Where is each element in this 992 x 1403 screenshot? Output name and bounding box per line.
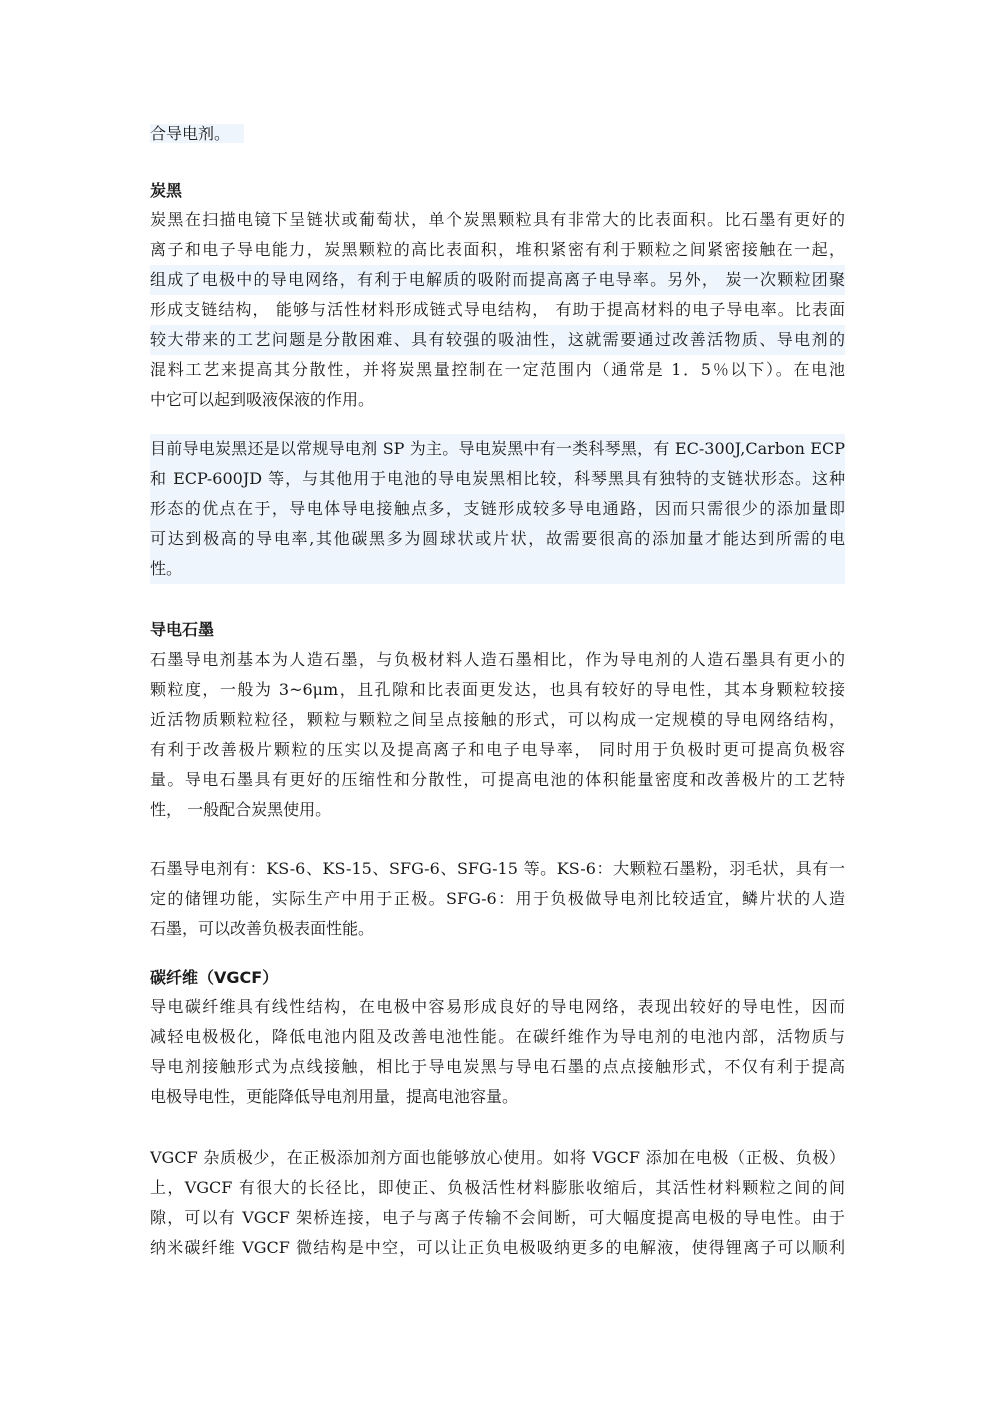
text-line: 减轻电极极化，降低电池内阻及改善电池性能。在碳纤维作为导电剂的电池内部，活物质与 [150,1027,845,1046]
vgcf-paragraph-1 [150,992,845,1112]
text-line: 形成支链结构， 能够与活性材料形成链式导电结构， 有助于提高材料的电子导电率。比表面 [150,300,845,319]
text-line: 导电碳纤维具有线性结构，在电极中容易形成良好的导电网络，表现出较好的导电性，因而 [150,997,845,1016]
text-line: 形态的优点在于，导电体导电接触点多，支链形成较多导电通路，因而只需很少的添加量即 [150,499,845,518]
text-line: 近活物质颗粒粒径，颗粒与颗粒之间呈点接触的形式，可以构成一定规模的导电网络结构， [150,710,845,729]
text-line: 导电剂接触形式为点线接触，相比于导电炭黑与导电石墨的点点接触形式，不仅有利于提高 [150,1057,845,1076]
intro-paragraph [150,119,845,149]
graphite-paragraph-2 [150,854,845,944]
text-line: 中它可以起到吸液保液的作用。 [150,390,375,409]
text-line: 石墨，可以改善负极表面性能。 [150,919,375,938]
text-line: 有利于改善极片颗粒的压实以及提高离子和电子电导率， 同时用于负极时更可提高负极容 [150,740,845,759]
text-line: 电极导电性，更能降低导电剂用量，提高电池容量。 [150,1087,519,1106]
text-line: 离子和电子导电能力，炭黑颗粒的高比表面积，堆积紧密有利于颗粒之间紧密接触在一起， [150,240,845,259]
text-line: 定的储锂功能，实际生产中用于正极。SFG-6：用于负极做导电剂比较适宜，鳞片状的人造 [150,889,845,908]
heading-graphite: 导电石墨 [150,620,215,639]
text-line: 炭黑在扫描电镜下呈链状或葡萄状，单个炭黑颗粒具有非常大的比表面积。比石墨有更好的 [150,210,845,229]
text-line: 纳米碳纤维 VGCF 微结构是中空，可以让正负电极吸纳更多的电解液，使得锂离子可以顺利 [150,1238,845,1257]
intro-line: 合导电剂。 [150,124,244,143]
carbon-black-paragraph-2 [150,434,845,584]
text-line: VGCF 杂质极少，在正极添加剂方面也能够放心使用。如将 VGCF 添加在电极（正极、负极） [150,1148,845,1167]
text-line: 颗粒度，一般为 3~6μm，且孔隙和比表面更发达，也具有较好的导电性，其本身颗粒较接 [150,680,845,699]
text-line: 性。 [150,559,183,578]
text-line: 目前导电炭黑还是以常规导电剂 SP 为主。导电炭黑中有一类科琴黑，有 EC-300J,Carbon ECP [150,439,845,458]
text-line: 隙，可以有 VGCF 架桥连接，电子与离子传输不会间断，可大幅度提高电极的导电性。由于 [150,1208,845,1227]
text-line: 石墨导电剂有：KS-6、KS-15、SFG-6、SFG-15 等。KS-6：大颗粒石墨粉，羽毛状，具有一 [150,859,845,878]
heading-vgcf: 碳纤维（VGCF） [150,968,279,987]
heading-carbon-black: 炭黑 [150,181,183,200]
graphite-paragraph-1 [150,645,845,825]
text-line: 组成了电极中的导电网络，有利于电解质的吸附而提高离子电导率。另外， 炭一次颗粒团聚 [150,265,845,295]
text-line: 和 ECP-600JD 等，与其他用于电池的导电炭黑相比较，科琴黑具有独特的支链状形态。这种 [150,469,845,488]
text-line: 性， 一般配合炭黑使用。 [150,800,332,819]
text-line: 量。导电石墨具有更好的压缩性和分散性，可提高电池的体积能量密度和改善极片的工艺特 [150,770,845,789]
carbon-black-paragraph-1 [150,205,845,415]
text-line: 较大带来的工艺问题是分散困难、具有较强的吸油性，这就需要通过改善活物质、导电剂的 [150,325,845,355]
text-line: 可达到极高的导电率,其他碳黑多为圆球状或片状，故需要很高的添加量才能达到所需的电 [150,529,845,548]
text-line: 石墨导电剂基本为人造石墨，与负极材料人造石墨相比，作为导电剂的人造石墨具有更小的 [150,650,845,669]
text-line: 混料工艺来提高其分散性，并将炭黑量控制在一定范围内（通常是 1．5％以下）。在电池 [150,360,845,379]
text-line: 上，VGCF 有很大的长径比，即使正、负极活性材料膨胀收缩后，其活性材料颗粒之间的间 [150,1178,845,1197]
vgcf-paragraph-2 [150,1143,845,1263]
